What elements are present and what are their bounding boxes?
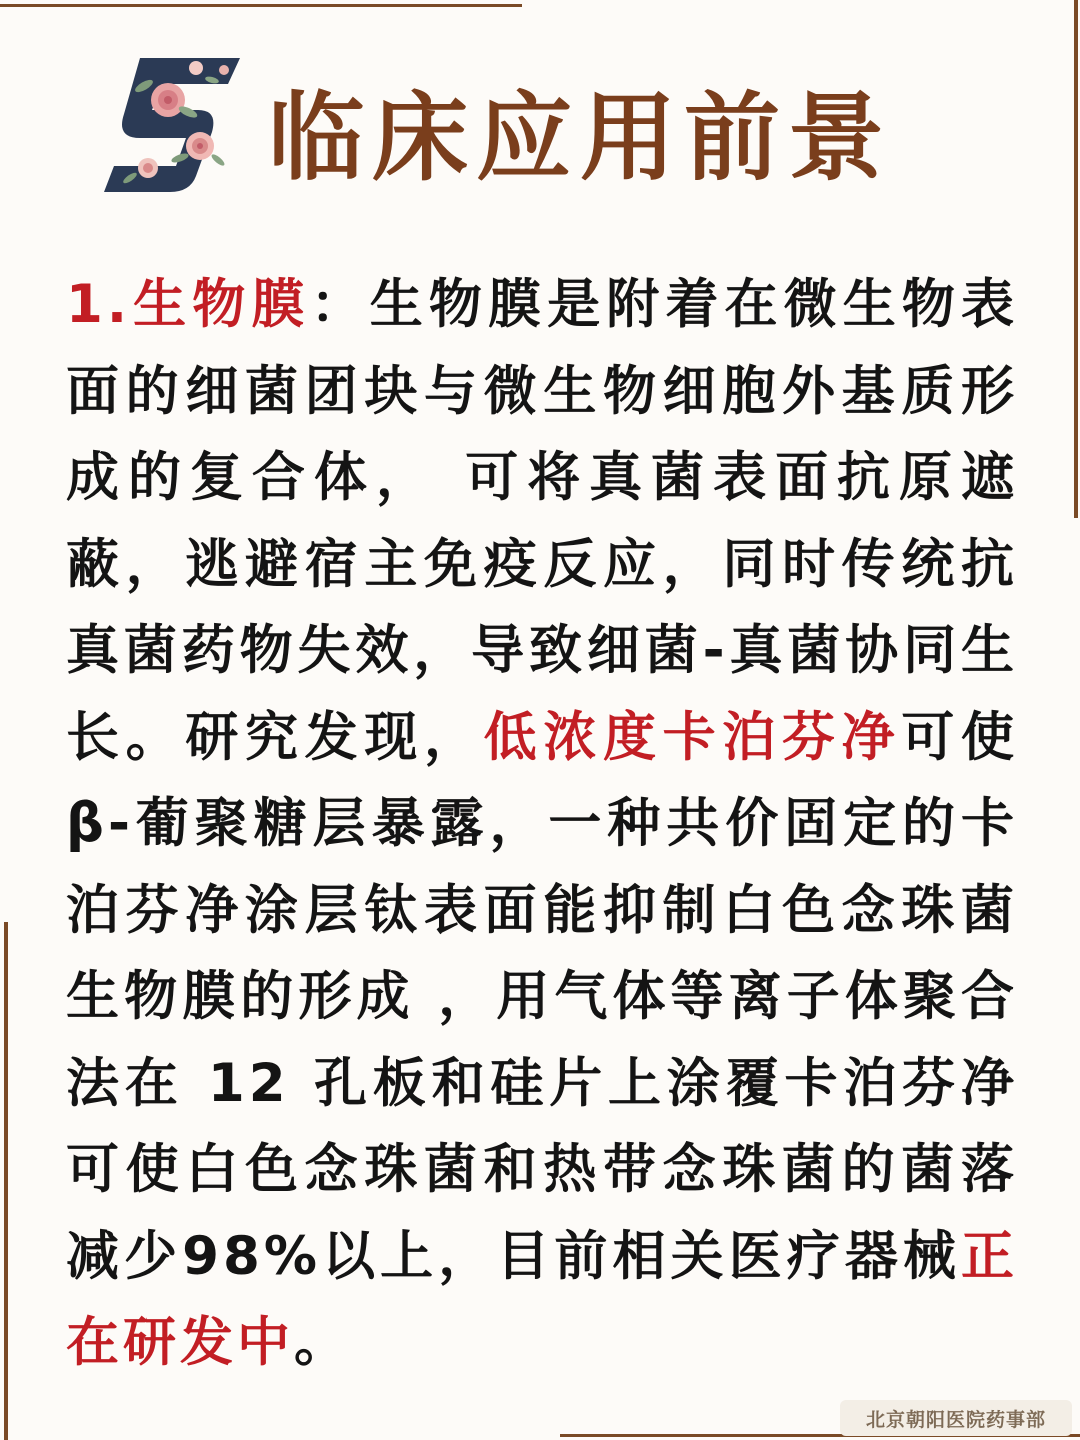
page-title: 临床应用前景 xyxy=(268,82,892,194)
highlight-in-development: 正在研发中 xyxy=(66,1225,1018,1373)
source-watermark: 北京朝阳医院药事部 xyxy=(840,1400,1072,1436)
highlight-low-dose-caspofungin: 低浓度卡泊芬净 xyxy=(483,706,902,768)
frame-line-right xyxy=(1074,0,1078,518)
paragraph-end: 。 xyxy=(294,1312,351,1373)
frame-line-top xyxy=(0,4,522,7)
article-paragraph xyxy=(66,262,1018,1387)
floral-letter-s-icon xyxy=(100,50,248,198)
paragraph-text-2: 可使 β-葡聚糖层暴露，一种共价固定的卡泊芬净涂层钛表面能抑制白色念珠菌生物膜的形成 ，用气体等离子体聚合法在 12 孔板和硅片上涂覆卡泊芬净可使白色念珠菌和热带念珠菌的菌落减少98%以上，目前相关医疗器械 xyxy=(66,706,1019,1287)
paragraph-text-1: 生物膜是附着在微生物表面的细菌团块与微生物细胞外基质形成的复合体， 可将真菌表面抗原遮蔽，逃避宿主免疫反应，同时传统抗真菌药物失效，导致细菌-真菌协同生长。研究发现， xyxy=(66,274,1019,768)
frame-line-left xyxy=(4,922,8,1440)
section-label: 1.生物膜 xyxy=(66,274,311,335)
label-colon: ： xyxy=(310,274,370,335)
